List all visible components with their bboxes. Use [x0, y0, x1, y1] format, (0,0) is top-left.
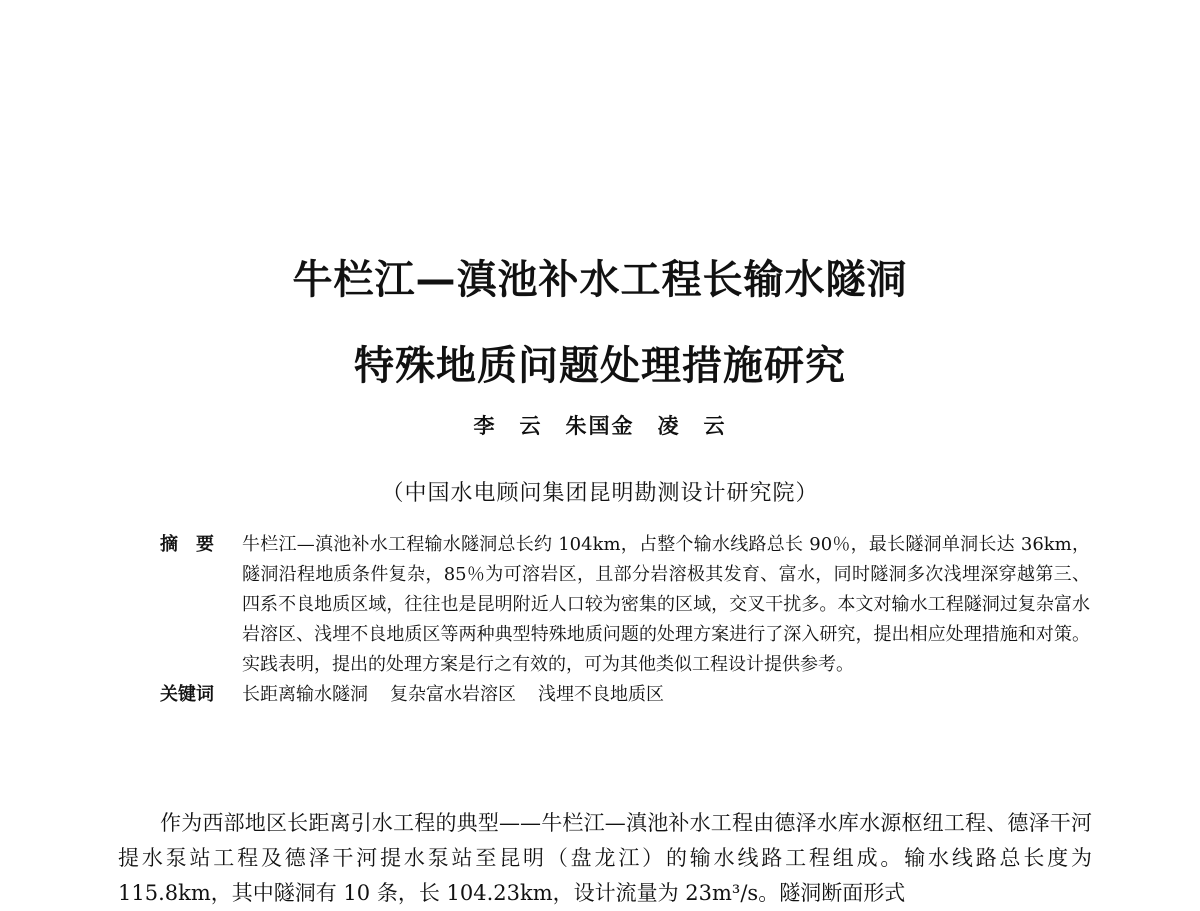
body-paragraph: 作为西部地区长距离引水工程的典型——牛栏江—滇池补水工程由德泽水库水源枢纽工程、德泽干河提水泵站工程及德泽干河提水泵站至昆明（盘龙江）的输水线路工程组成。输水线路总长度为 115.8km，其中隧洞有 10 条，长 104.23km，设计流量为 23m³/s。隧洞断面形式: [118, 811, 1092, 905]
keywords-row: [160, 680, 1090, 710]
keywords-list: [242, 680, 1090, 710]
abstract-text: 牛栏江—滇池补水工程输水隧洞总长约 104km，占整个输水线路总长 90％，最长隧洞单洞长达 36km，隧洞沿程地质条件复杂，85％为可溶岩区，且部分岩溶极其发育、富水，同时隧洞多次浅埋深穿越第三、四系不良地质区域，往往也是昆明附近人口较为密集的区域，交叉干扰多。本文对输水工程隧洞过复杂富水岩溶区、浅埋不良地质区等两种典型特殊地质问题的处理方案进行了深入研究，提出相应处理措施和对策。实践表明，提出的处理方案是行之有效的，可为其他类似工程设计提供参考。: [242, 534, 1090, 675]
keyword-item: 复杂富水岩溶区: [390, 684, 516, 705]
abstract-label: 摘 要: [160, 534, 214, 555]
paper-title-line-1: 牛栏江—滇池补水工程长输水隧洞: [292, 257, 908, 303]
abstract-section: [160, 530, 1090, 710]
abstract-row: [160, 530, 1090, 680]
keywords-label: 关键词: [160, 684, 214, 705]
keyword-item: 长距离输水隧洞: [242, 684, 368, 705]
paper-affiliation: （中国水电顾问集团昆明勘测设计研究院）: [381, 481, 819, 506]
paper-authors: 李 云 朱国金 凌 云: [473, 413, 727, 438]
keyword-item: 浅埋不良地质区: [538, 684, 664, 705]
paper-title-line-2: 特殊地质问题处理措施研究: [354, 343, 846, 389]
